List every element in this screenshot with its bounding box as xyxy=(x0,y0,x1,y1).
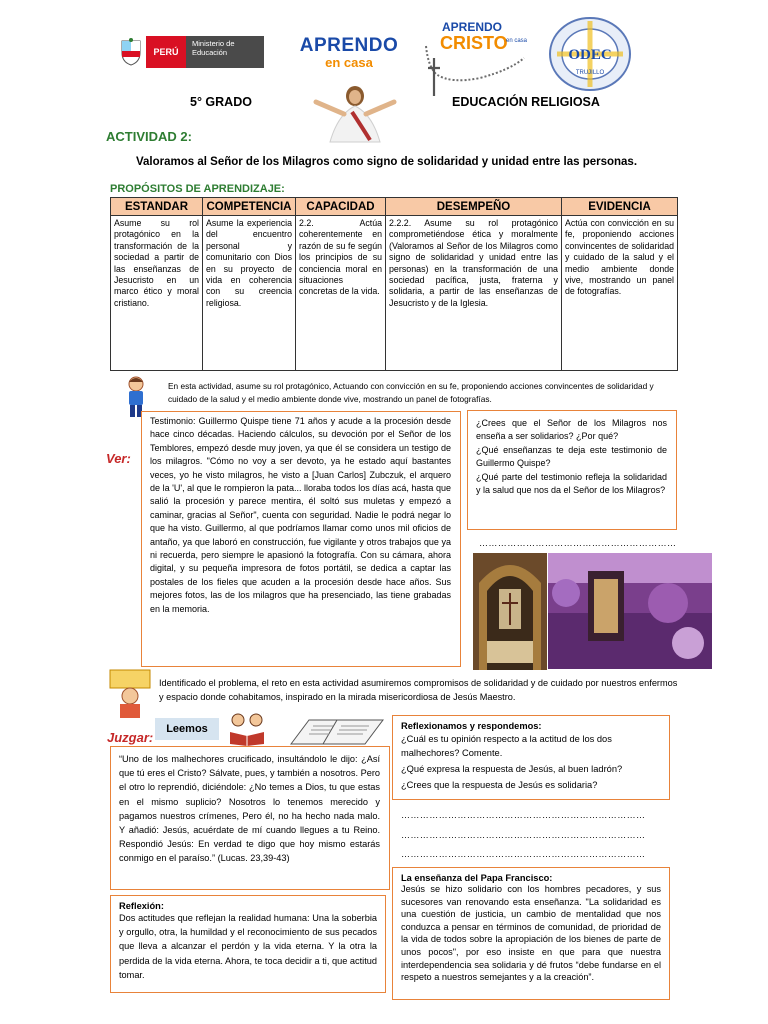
ver-question: ¿Qué parte del testimonio refleja la solidaridad y la salud que nos da el Señor de los Milagros? xyxy=(476,471,667,496)
leemos-label: Leemos xyxy=(155,718,219,740)
pope-teaching-box xyxy=(392,867,670,1000)
testimony-box xyxy=(141,411,461,667)
reflexion-box xyxy=(110,895,386,993)
challenge-text: Identificado el problema, el reto en esta actividad asumiremos compromisos de solidaridad y de cuidado por nuestros enfermos y espacio donde cohabitamos, inspirado en la mirada misericordiosa de Jesús Maestro. xyxy=(159,678,678,702)
answer-line: …………………………………………………………………… xyxy=(401,830,646,840)
peru-label: PERÚ xyxy=(146,36,186,68)
aprendo-en-casa-logo xyxy=(293,36,405,72)
reflect-questions-box xyxy=(392,715,670,800)
reflect-question: ¿Crees que la respuesta de Jesús es solidaria? xyxy=(401,780,598,790)
ver-questions-box xyxy=(467,410,677,530)
student-sign-icon xyxy=(106,668,154,718)
ver-label: Ver: xyxy=(106,451,131,466)
cell-capacidad: 2.2. Actúa coherentemente en razón de su fe según los principios de su conciencia moral en situaciones concretas de la vida. xyxy=(296,216,386,371)
svg-text:TRUJILLO: TRUJILLO xyxy=(575,70,605,76)
reflect-title: Reflexionamos y respondemos: xyxy=(401,721,542,731)
pope-teaching-text: Jesús se hizo solidario con los hombres pecadores, y sus sucesores van renovando esta enseñanza. "La solidaridad es una cuestión de justicia, un cambio de mentalidad que nos conduzca a pensar en términos de comunidad, de prioridad de la vida de todos sobre la apropiación de los bienes de parte de unos pocos", por eso insiste en que para que nuestra interdependencia sea solidaria y dé frutos “debe fundarse en el respeto a nuestros semejantes y a la creación”. xyxy=(401,884,661,983)
activity-title: Valoramos al Señor de los Milagros como signo de solidaridad y unidad entre las personas. xyxy=(136,156,638,168)
column-header: COMPETENCIA xyxy=(203,198,296,216)
answer-line: ……………………………………………………… xyxy=(479,538,677,548)
ver-question: ¿Qué enseñanzas te deja este testimonio de Guillermo Quispe? xyxy=(476,444,667,469)
answer-line: …………………………………………………………………… xyxy=(401,810,646,820)
aprendo-cristo-logo xyxy=(420,18,532,98)
table-row xyxy=(111,216,678,371)
column-header: DESEMPEÑO xyxy=(386,198,562,216)
reflect-question: ¿Cuál es tu opinión respecto a la actitud de los dos malhechores? Comente. xyxy=(401,734,612,758)
cristo-logo-line3: en casa xyxy=(506,38,528,44)
church-altar-photo xyxy=(473,553,547,670)
subject-label: EDUCACIÓN RELIGIOSA xyxy=(452,95,600,109)
reflexion-text: Dos actitudes que reflejan la realidad humana: Una la soberbia y orgullo, otra, la humildad y el reconocimiento de sus pecados que lleva a alcanzar el perdón y la vida eterna. Y la otra la perdida de la vida eterna. Ahora, te toca decidir a ti, que actitud tomar. xyxy=(119,913,377,980)
testimony-text: Testimonio: Guillermo Quispe tiene 71 años y acude a la procesión desde hace cinco décadas. Haciendo cálculos, su devoción por el Señor de los Temblores, empezó desde muy joven, ya que él se considera un testigo de los milagros. "Cómo no voy a ser devoto, ya he estado aquí bastantes veces, yo he visto milagros, he visto a [Juan Carlos] Zubczuk, el arquero de la 'U', al que le rompieron la pata... lloraba todos los días acá, hasta que salió la procesión y parece mentira, él soltó sus muletas y empezó a caminar, gracias al Señor", cuenta con seguridad. Nadie le podrá negar lo que ha visto. Guillermo, al que podríamos llamar como unos mil oficios de antaño, ya que laboró en construcción, fue vigilante y otros trabajos que ya ni recuerda, pero siempre le apasionó la fotografía. Con su cámara, ahora digital, y su pequeña impresora de fotos portátil, se dedica a captar las postales de los fieles que acuden a la procesión desde hace años. Sus mejores fotos, las de los milagros que ha presenciado, las tiene grabadas en la memoria. xyxy=(150,416,451,614)
cristo-logo-line1: APRENDO xyxy=(442,20,503,34)
reflect-question: ¿Qué expresa la respuesta de Jesús, al buen ladrón? xyxy=(401,764,623,774)
juzgar-label: Juzgar: xyxy=(107,730,154,745)
aprendo-logo-line2: en casa xyxy=(325,55,373,70)
column-header: EVIDENCIA xyxy=(562,198,678,216)
purposes-heading: PROPÓSITOS DE APRENDIZAJE: xyxy=(110,183,285,195)
ver-question: ¿Crees que el Señor de los Milagros nos enseña a ser solidarios? ¿Por qué? xyxy=(476,418,667,442)
odec-seal-icon xyxy=(548,16,632,92)
cell-desempeno: 2.2.2. Asume su rol protagónico comprometiéndose ética y moralmente (Valoramos al Señor de los Milagros como signo de solidaridad y unidad entre las personas) en la transformación de una sociedad pacífica, justa, fraterna y solidaria, a partir de las enseñanzas de Jesucristo y de la Iglesia. xyxy=(386,216,562,371)
ministry-label: Ministerio de Educación xyxy=(186,36,264,68)
cell-evidencia: Actúa con convicción en su fe, proponiendo acciones convincentes de solidaridad y cuidado de la salud y el medio ambiente donde vive, mostrando un panel de fotografías. xyxy=(562,216,678,371)
grade-label: 5° GRADO xyxy=(190,95,252,109)
cell-estandar: Asume su rol protagónico en la transformación de la sociedad a partir de las enseñanzas de Jesucristo en un marco ético y moral cristiano. xyxy=(111,216,203,371)
table-header-row xyxy=(111,198,678,216)
learning-purposes-table xyxy=(110,197,678,371)
column-header: ESTANDAR xyxy=(111,198,203,216)
pope-teaching-title: La enseñanza del Papa Francisco: xyxy=(401,873,553,883)
open-bible-icon xyxy=(289,718,385,748)
activity-intro-text: En esta actividad, asume su rol protagónico, Actuando con convicción en su fe, proponiendo acciones convincentes de solidaridad y cuidado de la salud y el medio ambiente donde vive, mostrando un panel de fotografías. xyxy=(168,381,654,404)
activity-label: ACTIVIDAD 2: xyxy=(106,129,192,144)
jesus-image xyxy=(308,84,402,146)
procession-photo xyxy=(548,553,712,669)
odec-seal xyxy=(548,16,632,92)
kids-reading-icon xyxy=(226,712,268,746)
ministry-logo xyxy=(120,36,264,68)
peru-shield-icon xyxy=(120,38,142,66)
cell-competencia: Asume la experiencia del encuentro personal y comunitario con Dios en su proyecto de vida en coherencia con su creencia religiosa. xyxy=(203,216,296,371)
aprendo-logo-line1: APRENDO xyxy=(299,35,399,56)
bible-quote-text: “Uno de los malhechores crucificado, insultándolo le dijo: ¿Así que tú eres el Cristo? Sálvate, pues, y también a nosotros. Pero el otro lo reprendió, diciéndole: ¿No temes a Dios, tu que estas en el mismo suplicio? Nosotros lo tenemos merecido y pagamos nuestros crímenes, Pero él, no ha hecho nada malo. Y añadió: Jesús, acuérdate de mí cuando llegues a tu Reino. Respondió Jesús: En verdad te digo que hoy mismo estarás conmigo en el paraíso.” (Lucas. 23,39-43) xyxy=(119,754,380,864)
answer-line: …………………………………………………………………… xyxy=(401,849,646,859)
svg-text:ODEC: ODEC xyxy=(568,47,612,63)
column-header: CAPACIDAD xyxy=(296,198,386,216)
reflexion-title: Reflexión: xyxy=(119,901,164,911)
cristo-logo-line2: CRISTO xyxy=(440,33,508,53)
bible-quote-box xyxy=(110,746,390,890)
